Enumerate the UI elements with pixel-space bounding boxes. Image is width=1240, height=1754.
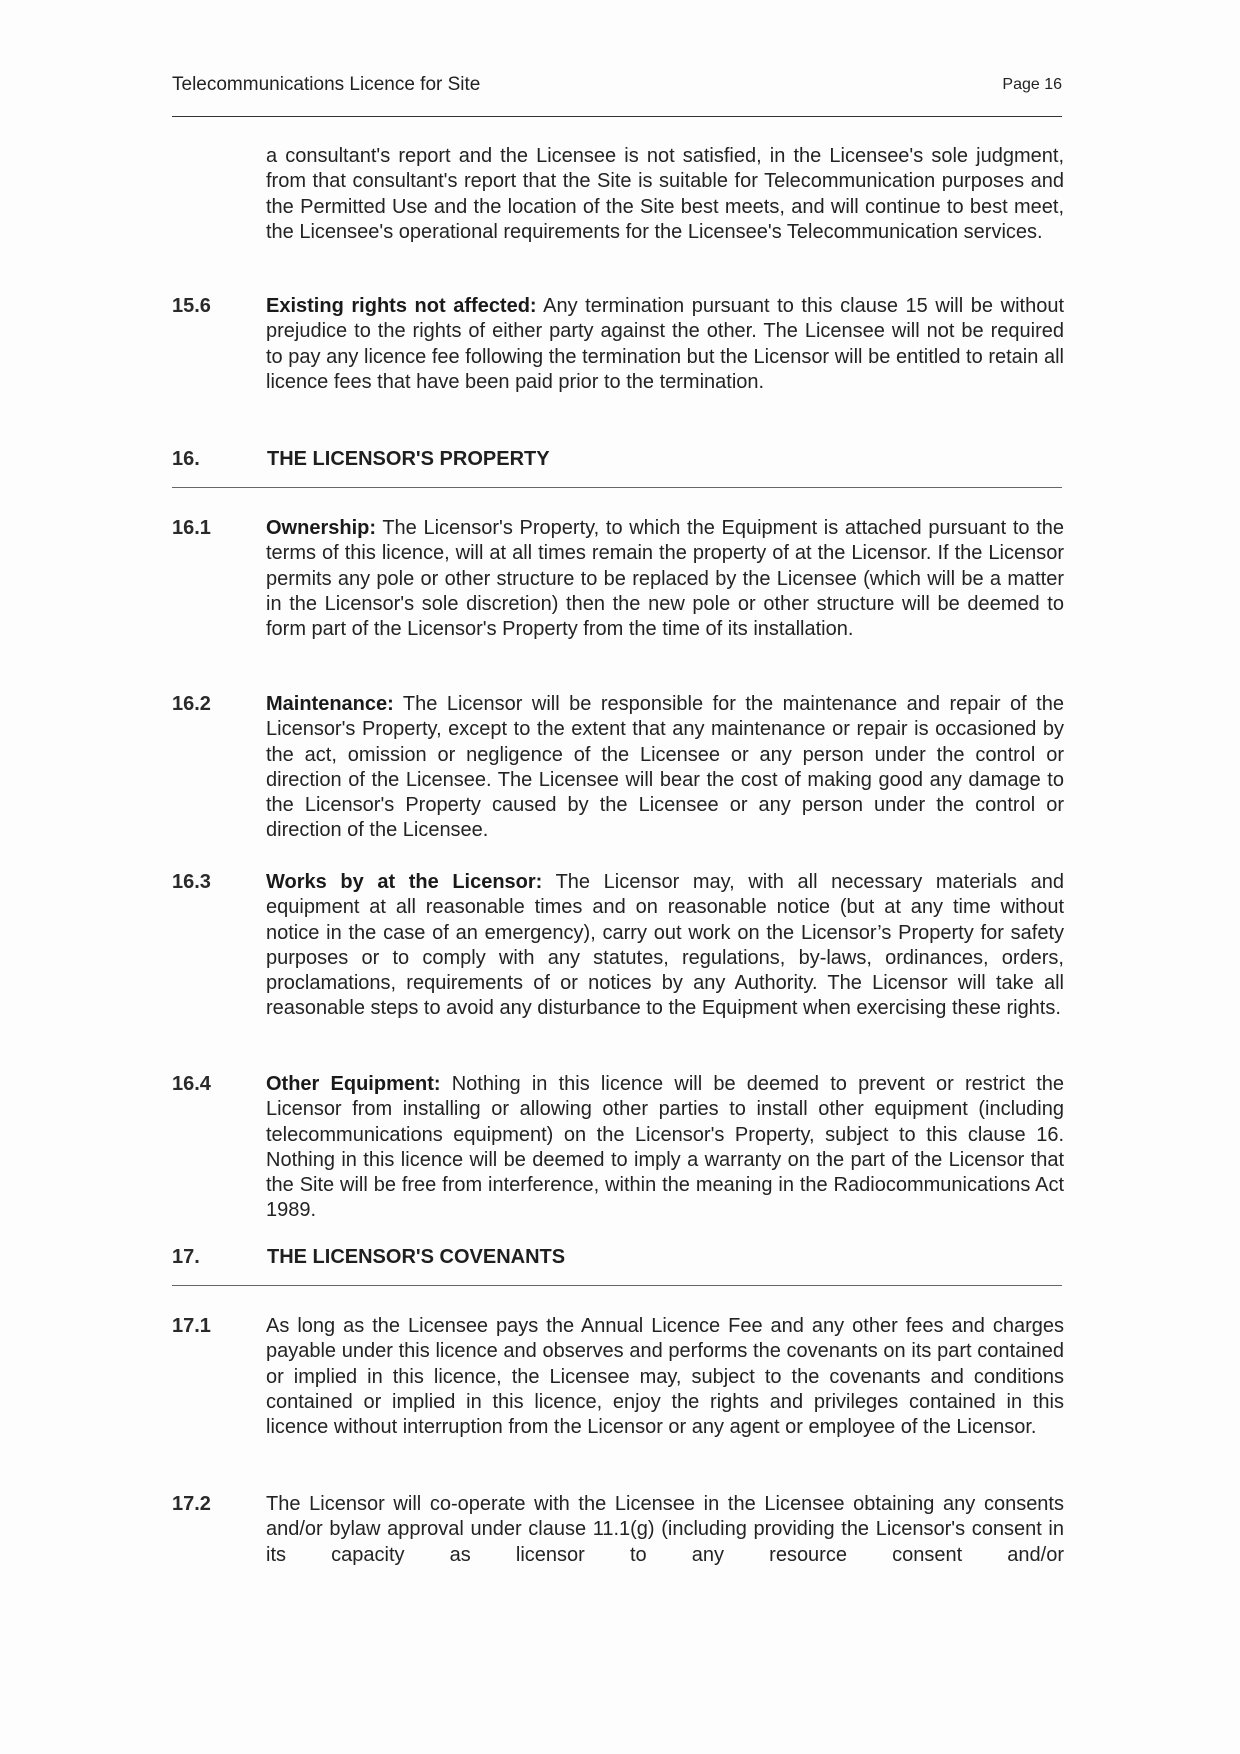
clause-number: 17.2 <box>172 1493 211 1515</box>
section-divider <box>172 487 1062 488</box>
section-number: 16. <box>172 448 200 470</box>
clause-text: As long as the Licensee pays the Annual Licence Fee and any other fees and charges payable under this licence and observes and performs the covenants on its part contained or implied in this licence, the Licensee may, subject to the covenants and conditions contained or implied in this licence, enjoy the rights and privileges contained in this licence without interruption from the Licensor or any agent or employee of the Licensor. <box>266 1315 1064 1439</box>
section-title: THE LICENSOR'S PROPERTY <box>267 448 550 470</box>
clause-text: The Licensor will co-operate with the Licensee in the Licensee obtaining any consents and/or bylaw approval under clause 11.1(g) (including providing the Licensor's consent in its capacity as licensor to any resource consent and/or <box>266 1493 1064 1566</box>
clause-body <box>266 870 1064 1022</box>
page-header <box>172 72 1062 100</box>
clause-number: 16.3 <box>172 871 211 893</box>
clause-number: 16.1 <box>172 517 211 539</box>
clause-number: 17.1 <box>172 1315 211 1337</box>
clause-body <box>266 294 1064 395</box>
clause-title: Existing rights not affected: <box>266 295 537 317</box>
header-divider <box>172 116 1062 117</box>
clause-body <box>266 692 1064 844</box>
clause-title: Ownership: <box>266 517 377 539</box>
document-title: Telecommunications Licence for Site <box>172 74 481 95</box>
clause-text: Any termination pursuant to this clause 15 will be without prejudice to the rights of either party against the other. The Licensee will not be required to pay any licence fee following the termination but the Licensor will be entitled to retain all licence fees that have been paid prior to the termination. <box>266 295 1064 393</box>
clause-title: Other Equipment: <box>266 1073 441 1095</box>
clause-title: Maintenance: <box>266 693 394 715</box>
clause-title: Works by at the Licensor: <box>266 871 543 893</box>
clause-number: 16.2 <box>172 693 211 715</box>
clause-text: The Licensor may, with all necessary materials and equipment at all reasonable times and on reasonable notice (but at any time without notice in the case of an emergency), carry out work on the Licensor’s Property for safety purposes or to comply with any statutes, regulations, by-laws, ordinances, orders, proclamations, requirements of or notices by any Authority. The Licensor will take all reasonable steps to avoid any disturbance to the Equipment when exercising these rights. <box>266 871 1064 1020</box>
clause-number: 16.4 <box>172 1073 211 1095</box>
clause-number: 15.6 <box>172 295 211 317</box>
clause-body <box>266 516 1064 642</box>
section-number: 17. <box>172 1246 200 1268</box>
paragraph-text: a consultant's report and the Licensee is not satisfied, in the Licensee's sole judgment, from that consultant's report that the Site is suitable for Telecommunication purposes and the Permitted Use and the location of the Site best meets, and will continue to best meet, the Licensee's operational requirements for the Licensee's Telecommunication services. <box>266 145 1064 243</box>
section-divider <box>172 1285 1062 1286</box>
clause-text: The Licensor will be responsible for the maintenance and repair of the Licensor's Property, except to the extent that any maintenance or repair is occasioned by the act, omission or negligence of the Licensee or any person under the control or direction of the Licensee. The Licensee will bear the cost of making good any damage to the Licensor's Property caused by the Licensee or any person under the control or direction of the Licensee. <box>266 693 1064 842</box>
clause-text: The Licensor's Property, to which the Equipment is attached pursuant to the terms of this licence, will at all times remain the property of at the Licensor. If the Licensor permits any pole or other structure to be replaced by the Licensee (which will be a matter in the Licensor's sole discretion) then the new pole or other structure will be deemed to form part of the Licensor's Property from the time of its installation. <box>266 517 1064 641</box>
page-number: Page 16 <box>1002 76 1062 93</box>
section-title: THE LICENSOR'S COVENANTS <box>267 1246 566 1268</box>
clause-text: Nothing in this licence will be deemed to prevent or restrict the Licensor from installing or allowing other parties to install other equipment (including telecommunications equipment) on the Licensor's Property, subject to this clause 16. Nothing in this licence will be deemed to imply a warranty on the part of the Licensor that the Site will be free from interference, within the meaning in the Radiocommunications Act 1989. <box>266 1073 1064 1222</box>
clause-body <box>266 1072 1064 1224</box>
